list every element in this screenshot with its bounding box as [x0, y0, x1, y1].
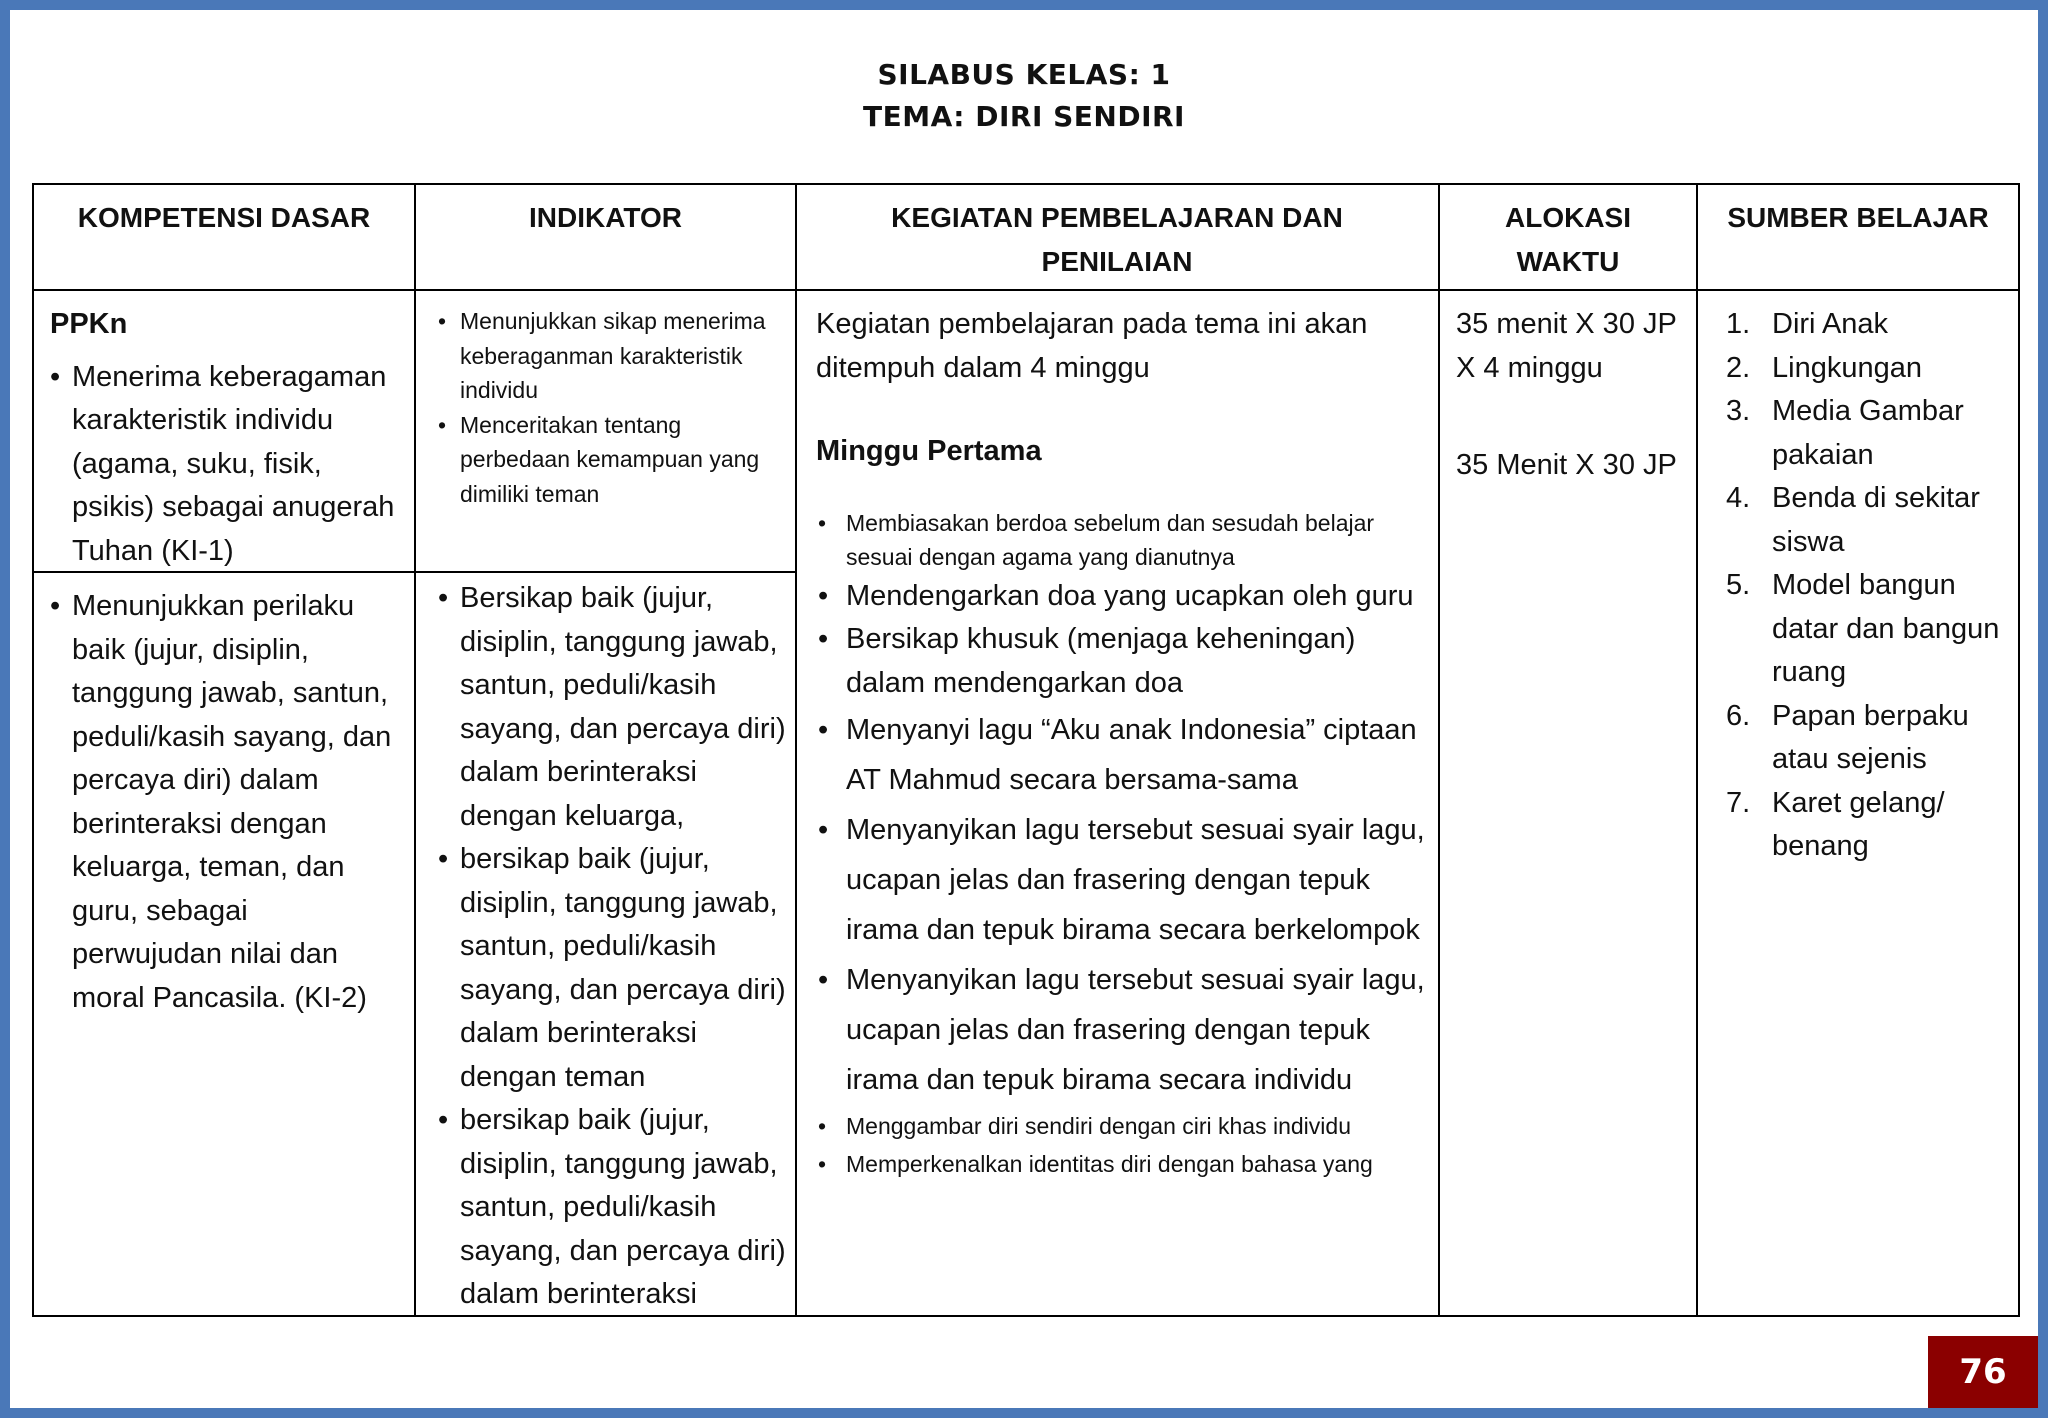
syllabus-title: SILABUS KELAS: 1	[877, 58, 1171, 91]
indikator-bottom-item-2: • bersikap baik (jujur, disiplin, tanggung jawab, santun, peduli/kasih sayang, dan percaya diri) dalam berinteraksi dengan teman	[438, 838, 788, 1099]
kegiatan-item-1: • Membiasakan berdoa sebelum dan sesudah belajar sesuai dengan agama yang dianutnya	[816, 506, 1428, 575]
kegiatan-item-2: • Mendengarkan doa yang ucapkan oleh guru	[816, 575, 1428, 619]
header-kompetensi-dasar: KOMPETENSI DASAR	[77, 202, 371, 233]
alokasi-cell	[1456, 303, 1688, 488]
indikator-top-item-1: • Menunjukkan sikap menerima keberaganman karakteristik individu	[438, 304, 778, 408]
kegiatan-item-7: • Menggambar diri sendiri dengan ciri khas individu	[816, 1107, 1428, 1145]
alokasi-first: 35 menit X 30 JP X 4 minggu	[1456, 308, 1677, 384]
sumber-item: 2. Lingkungan	[1726, 351, 1922, 384]
indikator-bottom-item-1: • Bersikap baik (jujur, disiplin, tanggung jawab, santun, peduli/kasih sayang, dan percaya diri) dalam berinteraksi dengan keluarga,	[438, 577, 788, 838]
kd-item-2: • Menunjukkan perilaku baik (jujur, disiplin, tanggung jawab, santun, peduli/kasih sayang, dan percaya diri) dalam berinteraksi dengan keluarga, teman, dan guru, sebagai perwujudan nilai dan moral Pancasila. (KI-2)	[50, 585, 400, 1020]
alokasi-second: 35 Menit X 30 JP	[1456, 449, 1677, 481]
sumber-cell	[1726, 303, 2016, 869]
kd-cell-top	[50, 303, 400, 573]
kd-subject: PPKn	[50, 308, 128, 340]
indikator-top-item-2: • Menceritakan tentang perbedaan kemampuan yang dimiliki teman	[438, 408, 778, 512]
kd-item-1: • Menerima keberagaman karakteristik individu (agama, suku, fisik, psikis) sebagai anugerah Tuhan (KI-1)	[50, 356, 400, 574]
header-indikator: INDIKATOR	[529, 202, 682, 233]
kegiatan-intro: Kegiatan pembelajaran pada tema ini akan ditempuh dalam 4 minggu	[816, 308, 1368, 384]
page-number-badge: 76	[1928, 1336, 2038, 1408]
sumber-item: 7. Karet gelang/ benang	[1726, 786, 1945, 862]
kegiatan-item-3: • Bersikap khusuk (menjaga keheningan) dalam mendengarkan doa	[816, 618, 1428, 705]
indikator-cell-bottom	[438, 577, 788, 1317]
sumber-item: 1. Diri Anak	[1726, 308, 1889, 340]
sumber-item: 6. Papan berpaku atau sejenis	[1726, 699, 1969, 775]
theme-title: TEMA: DIRI SENDIRI	[863, 100, 1185, 133]
indikator-bottom-item-3: • bersikap baik (jujur, disiplin, tanggung jawab, santun, peduli/kasih sayang, dan percaya diri) dalam berinteraksi	[438, 1099, 788, 1317]
kd-cell-bottom	[50, 585, 400, 1020]
sumber-item: 4. Benda di sekitar siswa	[1726, 482, 1980, 558]
kegiatan-cell	[816, 303, 1428, 1183]
sumber-item: 5. Model bangun datar dan bangun ruang	[1726, 569, 2000, 688]
kegiatan-item-8: • Memperkenalkan identitas diri dengan bahasa yang	[816, 1145, 1428, 1183]
header-sumber-belajar: SUMBER BELAJAR	[1727, 202, 1989, 233]
kegiatan-item-5: • Menyanyikan lagu tersebut sesuai syair lagu, ucapan jelas dan frasering dengan tepuk irama dan tepuk birama secara berkelompok	[816, 805, 1428, 955]
kegiatan-item-4: • Menyanyi lagu “Aku anak Indonesia” ciptaan AT Mahmud secara bersama-sama	[816, 705, 1428, 805]
kegiatan-item-6: • Menyanyikan lagu tersebut sesuai syair lagu, ucapan jelas dan frasering dengan tepuk irama dan tepuk birama secara individu	[816, 955, 1428, 1105]
kegiatan-week-heading: Minggu Pertama	[816, 435, 1042, 467]
header-alokasi-waktu: ALOKASI WAKTU	[1505, 202, 1631, 277]
header-kegiatan: KEGIATAN PEMBELAJARAN DAN PENILAIAN	[891, 202, 1343, 277]
indikator-cell-top	[438, 304, 778, 512]
sumber-item: 3. Media Gambar pakaian	[1726, 395, 1964, 471]
